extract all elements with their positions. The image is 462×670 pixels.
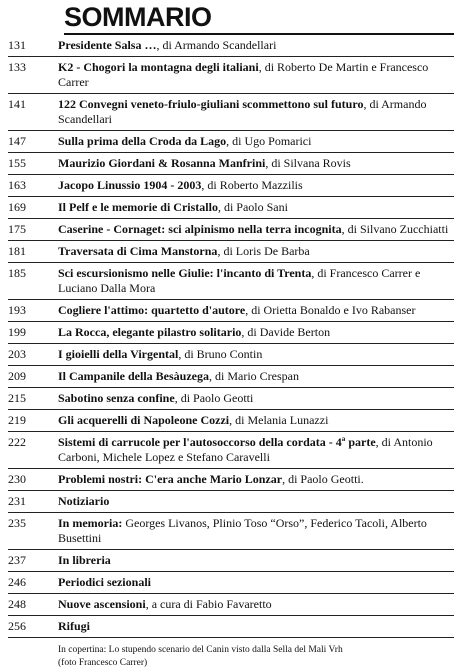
- toc-author: , di Paolo Geotti: [174, 391, 254, 405]
- toc-description: [58, 178, 454, 193]
- toc-title: Il Campanile della Besàuzega: [58, 369, 210, 383]
- toc-entry: [8, 410, 454, 432]
- toc-entry: [8, 57, 454, 94]
- toc-page-number: 230: [8, 472, 26, 486]
- toc-author: , di Francesco Carrer e Luciano Dalla Mora: [58, 266, 421, 295]
- toc-page-number: 203: [8, 347, 26, 361]
- toc-entry: [8, 594, 454, 616]
- toc-description: [58, 156, 454, 171]
- toc-page-number: 181: [8, 244, 26, 258]
- toc-author: , di Paolo Geotti.: [282, 472, 364, 486]
- toc-entry: [8, 197, 454, 219]
- toc-entry: [8, 616, 454, 638]
- toc-author: , di Ugo Pomarici: [226, 134, 312, 148]
- toc-description: [58, 413, 454, 428]
- toc-page-number: 147: [8, 134, 26, 148]
- toc-page-number: 133: [8, 60, 26, 74]
- toc-title: Maurizio Giordani & Rosanna Manfrini: [58, 156, 266, 170]
- toc-entry: [8, 550, 454, 572]
- toc-description: [58, 472, 454, 487]
- toc-title: Rifugi: [58, 619, 91, 633]
- cover-caption: [58, 644, 454, 670]
- toc-title: La Rocca, elegante pilastro solitario: [58, 325, 242, 339]
- toc-page-number: 131: [8, 38, 26, 52]
- toc-entry: [8, 219, 454, 241]
- toc-entry: [8, 94, 454, 131]
- toc-page-number: 222: [8, 435, 26, 449]
- toc-entry: [8, 322, 454, 344]
- toc-page-number: 169: [8, 200, 26, 214]
- toc-page-number: 155: [8, 156, 26, 170]
- toc-description: [58, 347, 454, 362]
- toc-title: Presidente Salsa …: [58, 38, 157, 52]
- toc-entry: [8, 131, 454, 153]
- toc-title: Sabotino senza confine: [58, 391, 175, 405]
- toc-title: Cogliere l'attimo: quartetto d'autore: [58, 303, 246, 317]
- toc-author: , di Orietta Bonaldo e Ivo Rabanser: [245, 303, 416, 317]
- toc-author: , di Antonio Carboni, Michele Lopez e Stefano Caravelli: [58, 435, 433, 464]
- toc-author: , di Silvano Zucchiatti: [341, 222, 449, 236]
- toc-description: [58, 244, 454, 259]
- toc-entry: [8, 513, 454, 550]
- toc-author: , di Bruno Contin: [178, 347, 263, 361]
- toc-description: [58, 435, 454, 465]
- toc-entry: [8, 572, 454, 594]
- toc-title: Sci escursionismo nelle Giulie: l'incanto di Trenta: [58, 266, 312, 280]
- toc-entry: [8, 241, 454, 263]
- toc-description: [58, 97, 454, 127]
- toc-page-number: 163: [8, 178, 26, 192]
- toc-page-number: 141: [8, 97, 26, 111]
- toc-author: Georges Livanos, Plinio Toso “Orso”, Federico Tacoli, Alberto Busettini: [58, 516, 427, 545]
- table-of-contents: [8, 35, 454, 638]
- toc-author: , a cura di Fabio Favaretto: [145, 597, 272, 611]
- toc-entry: [8, 153, 454, 175]
- toc-description: [58, 619, 454, 634]
- toc-author: , di Armando Scandellari: [58, 97, 427, 126]
- toc-page-number: 237: [8, 553, 26, 567]
- toc-page-number: 193: [8, 303, 26, 317]
- toc-author: , di Roberto Mazzilis: [201, 178, 303, 192]
- toc-description: [58, 369, 454, 384]
- toc-description: [58, 303, 454, 318]
- toc-entry: [8, 491, 454, 513]
- toc-page-number: 185: [8, 266, 26, 280]
- toc-title: In libreria: [58, 553, 111, 567]
- toc-page-number: 215: [8, 391, 26, 405]
- toc-page-number: 248: [8, 597, 26, 611]
- toc-page-number: 235: [8, 516, 26, 530]
- toc-title: Problemi nostri: C'era anche Mario Lonzar: [58, 472, 283, 486]
- toc-author: , di Roberto De Martin e Francesco Carrer: [58, 60, 429, 89]
- cover-caption-credit: (foto Francesco Carrer): [58, 658, 148, 668]
- toc-entry: [8, 175, 454, 197]
- toc-author: , di Silvana Rovis: [265, 156, 351, 170]
- toc-author: , di Davide Berton: [241, 325, 331, 339]
- toc-page-number: 219: [8, 413, 26, 427]
- toc-title: 122 Convegni veneto-friulo-giuliani scommettono sul futuro: [58, 97, 364, 111]
- page-title: SOMMARIO: [64, 0, 454, 35]
- toc-description: [58, 597, 454, 612]
- toc-title: Sulla prima della Croda da Lago: [58, 134, 227, 148]
- toc-author: , di Loris De Barba: [217, 244, 310, 258]
- toc-title: Il Pelf e le memorie di Cristallo: [58, 200, 218, 214]
- toc-entry: [8, 432, 454, 469]
- toc-description: [58, 575, 454, 590]
- toc-description: [58, 325, 454, 340]
- toc-description: [58, 266, 454, 296]
- toc-entry: [8, 263, 454, 300]
- toc-title: Jacopo Linussio 1904 - 2003: [58, 178, 202, 192]
- toc-title: Sistemi di carrucole per l'autosoccorso della cordata - 4ª parte: [58, 435, 376, 449]
- toc-description: [58, 391, 454, 406]
- toc-page-number: 209: [8, 369, 26, 383]
- toc-title: Gli acquerelli di Napoleone Cozzi: [58, 413, 230, 427]
- toc-entry: [8, 388, 454, 410]
- toc-author: , di Armando Scandellari: [156, 38, 277, 52]
- toc-title: I gioielli della Virgental: [58, 347, 179, 361]
- toc-title: Notiziario: [58, 494, 110, 508]
- toc-page-number: 256: [8, 619, 26, 633]
- toc-entry: [8, 300, 454, 322]
- toc-description: [58, 553, 454, 568]
- toc-page-number: 246: [8, 575, 26, 589]
- toc-page-number: 231: [8, 494, 26, 508]
- toc-title: Periodici sezionali: [58, 575, 151, 589]
- toc-author: , di Paolo Sani: [217, 200, 288, 214]
- toc-entry: [8, 344, 454, 366]
- toc-description: [58, 516, 454, 546]
- toc-author: , di Mario Crespan: [209, 369, 299, 383]
- toc-description: [58, 60, 454, 90]
- toc-title: Caserine - Cornaget: sci alpinismo nella terra incognita: [58, 222, 342, 236]
- toc-description: [58, 200, 454, 215]
- toc-title: K2 - Chogori la montagna degli italiani: [58, 60, 259, 74]
- toc-title: In memoria:: [58, 516, 123, 530]
- toc-description: [58, 494, 454, 509]
- toc-title: Traversata di Cima Manstorna: [58, 244, 218, 258]
- toc-description: [58, 38, 454, 53]
- toc-title: Nuove ascensioni: [58, 597, 146, 611]
- toc-entry: [8, 35, 454, 57]
- toc-page-number: 199: [8, 325, 26, 339]
- toc-page-number: 175: [8, 222, 26, 236]
- toc-entry: [8, 469, 454, 491]
- toc-entry: [8, 366, 454, 388]
- cover-caption-line: In copertina: Lo stupendo scenario del Canin visto dalla Sella del Mali Vrh: [58, 645, 343, 655]
- toc-description: [58, 222, 454, 237]
- toc-author: , di Melania Lunazzi: [229, 413, 329, 427]
- toc-description: [58, 134, 454, 149]
